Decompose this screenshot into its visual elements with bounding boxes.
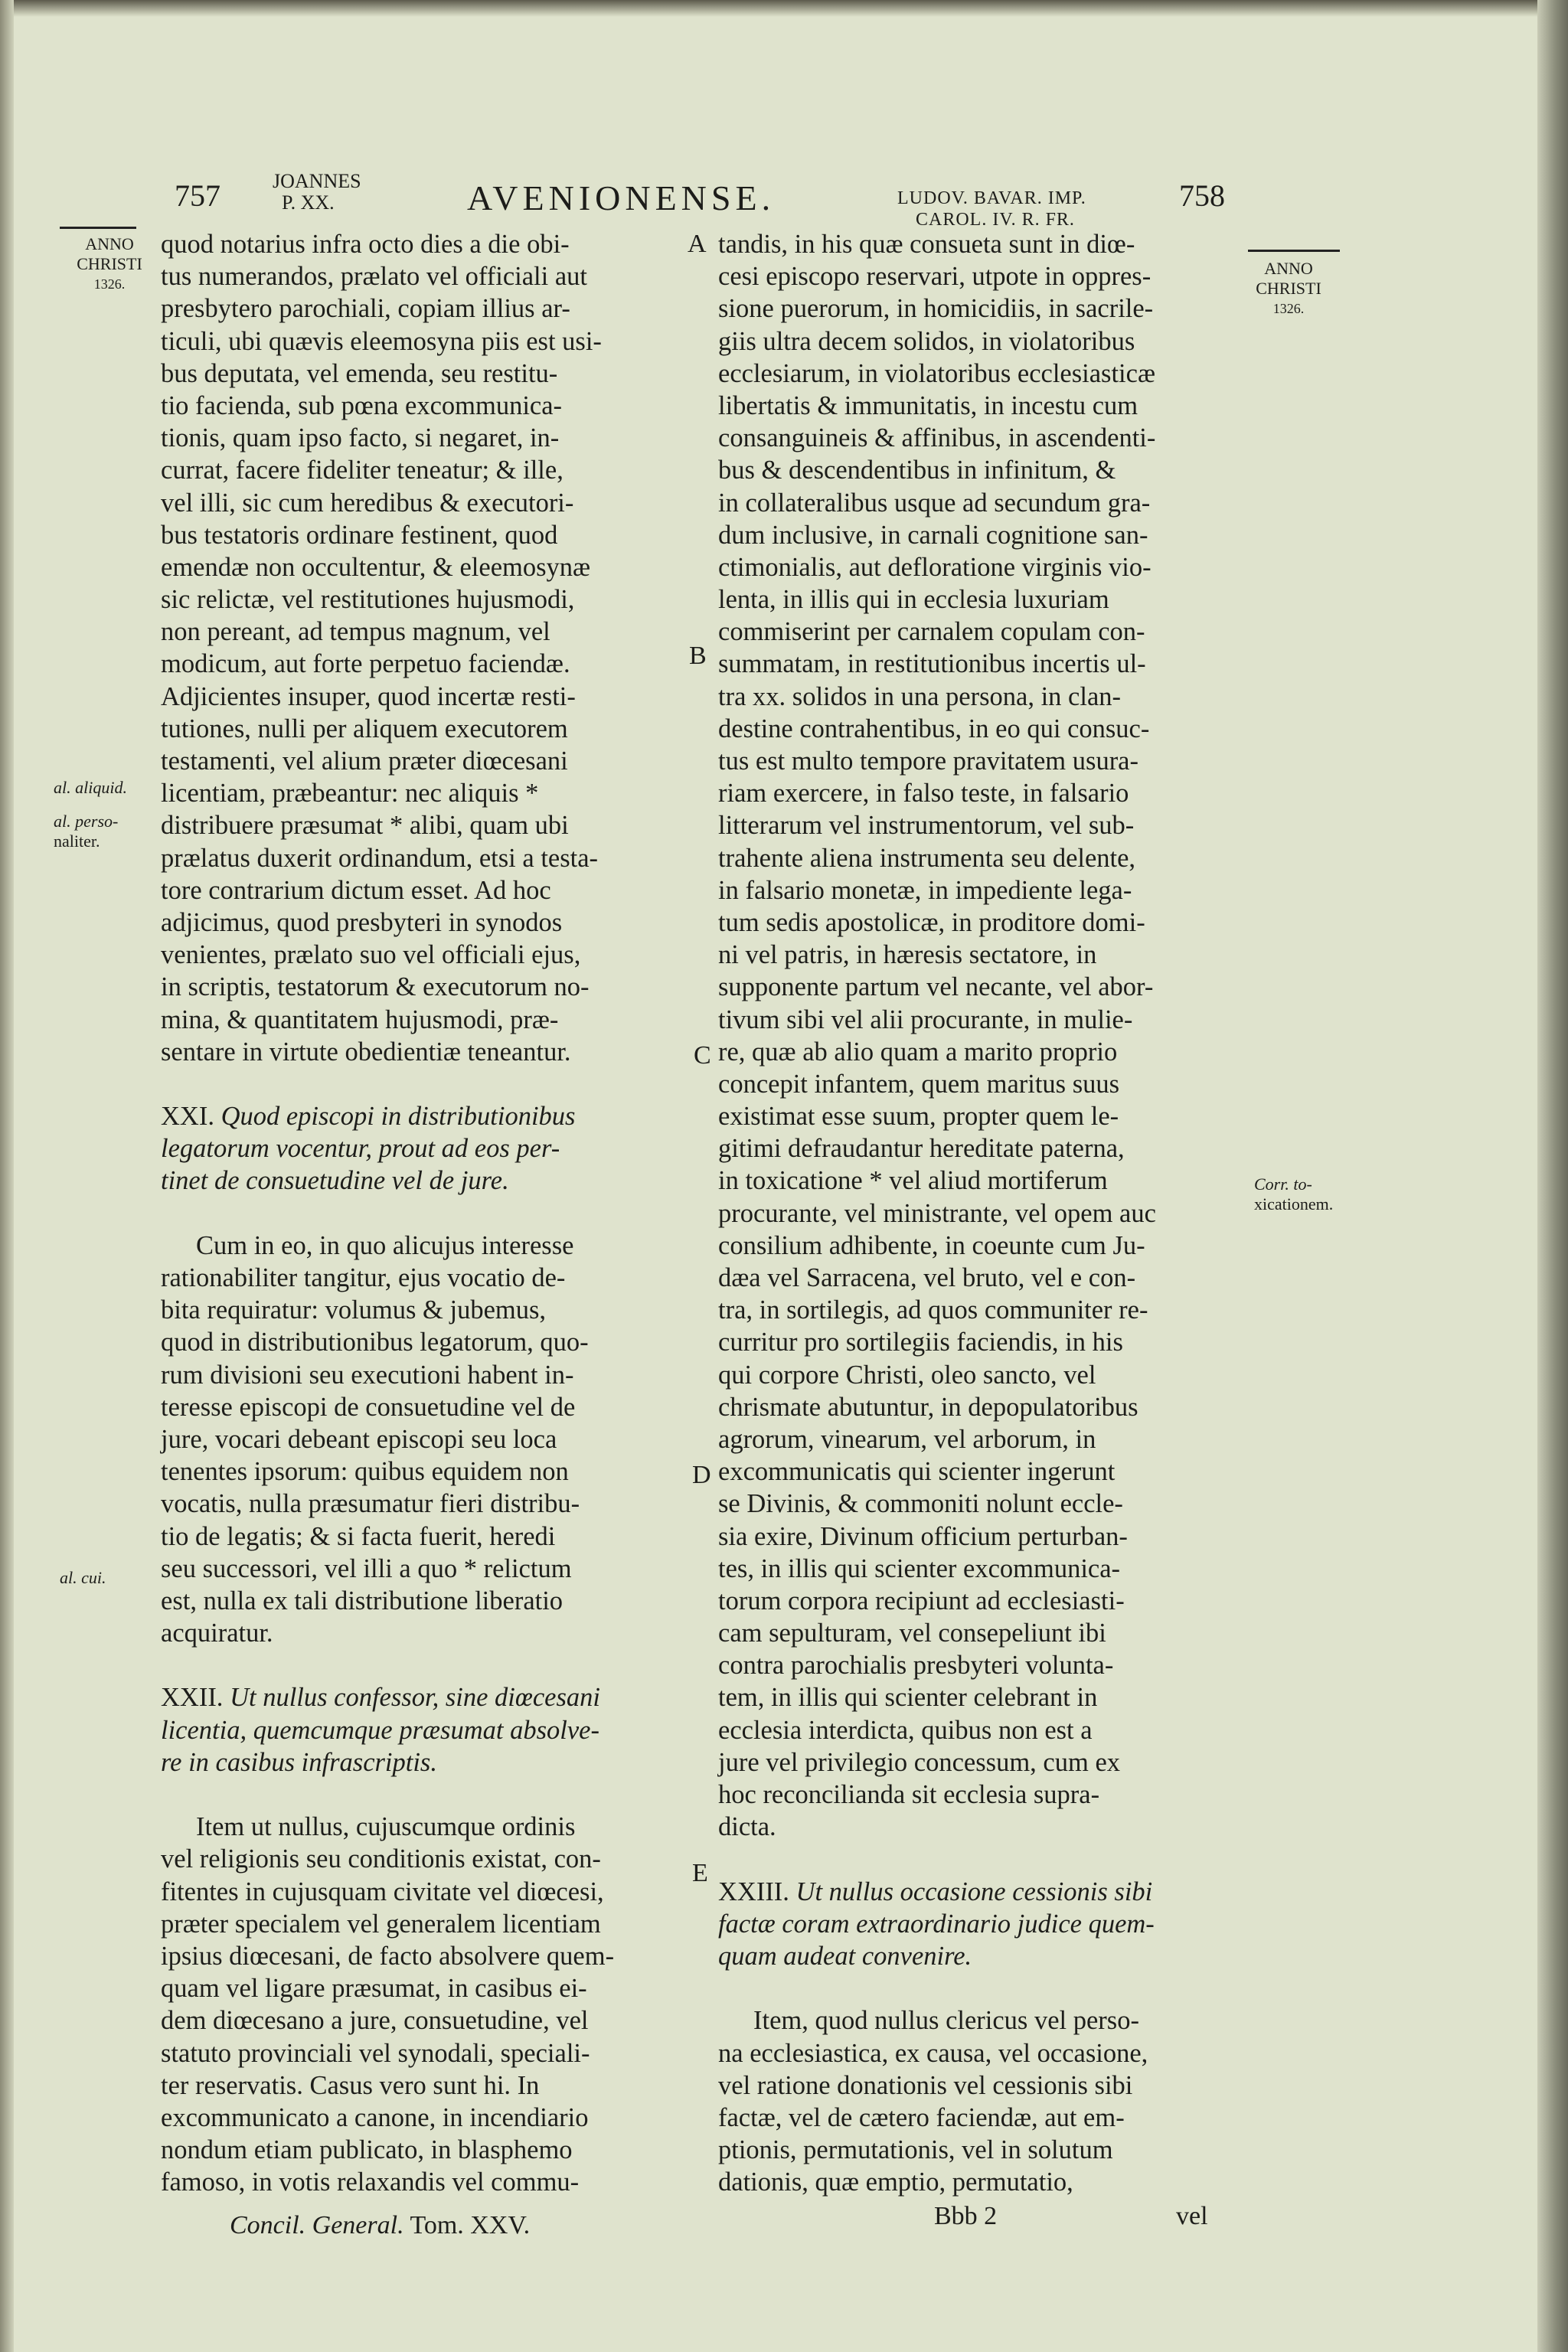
text-line: adjicimus, quod presbyteri in synodos bbox=[161, 907, 563, 937]
text-line: tandis, in his quæ consueta sunt in diœ- bbox=[718, 230, 1135, 259]
header-king: CAROL. IV. R. FR. bbox=[916, 210, 1075, 230]
text-line: testamenti, vel alium præter diœcesani bbox=[161, 746, 568, 776]
text-line: quod notarius infra octo dies a die obi- bbox=[161, 230, 570, 259]
text-line: re in casibus infrascriptis. bbox=[161, 1747, 437, 1777]
text-line: tinet de consuetudine vel de jure. bbox=[161, 1166, 509, 1196]
page-top-edge bbox=[0, 0, 1568, 17]
text-line: se Divinis, & commoniti nolunt eccle- bbox=[718, 1489, 1123, 1519]
text-line: dem diœcesano a jure, consuetudine, vel bbox=[161, 2006, 589, 2036]
text-line: tivum sibi vel alii procurante, in mulie- bbox=[718, 1004, 1133, 1034]
text-line: contra parochialis presbyteri volunta- bbox=[718, 1651, 1114, 1681]
text-line: riam exercere, in falso teste, in falsario bbox=[718, 779, 1129, 808]
text-line: tra, in sortilegis, ad quos communiter re- bbox=[718, 1295, 1148, 1325]
section-letter-d: D bbox=[692, 1461, 711, 1489]
text-line: procurante, vel ministrante, vel opem auc bbox=[718, 1198, 1156, 1228]
header-pope-number: P. XX. bbox=[282, 191, 335, 214]
text-line: quam audeat convenire. bbox=[718, 1941, 972, 1971]
text-line: tem, in illis qui scienter celebrant in bbox=[718, 1683, 1098, 1713]
text-line: tus numerandos, prælato vel officiali aut bbox=[161, 262, 587, 292]
section-letter-b: B bbox=[689, 642, 707, 670]
text-line: vel ratione donationis vel cessionis sibi bbox=[718, 2070, 1133, 2100]
text-line: consanguineis & affinibus, in ascendenti- bbox=[718, 423, 1156, 453]
text-line: tio de legatis; & si facta fuerit, heredi bbox=[161, 1521, 556, 1551]
text-line: mina, & quantitatem hujusmodi, præ- bbox=[161, 1004, 559, 1034]
text-line bbox=[161, 1068, 697, 1100]
text-line: ter reservatis. Casus vero sunt hi. In bbox=[161, 2070, 540, 2100]
footer-catchword: vel bbox=[1176, 2202, 1208, 2230]
text-line: vocatis, nulla præsumatur fieri distribu- bbox=[161, 1489, 580, 1519]
margin-note-toxicationem: Corr. to- xicationem. bbox=[1254, 1174, 1334, 1214]
left-gutter bbox=[0, 0, 14, 2352]
footer-council: Concil. General. bbox=[230, 2211, 404, 2239]
text-line: acquiratur. bbox=[161, 1619, 273, 1648]
text-line: Item ut nullus, cujuscumque ordinis bbox=[196, 1812, 576, 1842]
text-line: vel religionis seu conditionis existat, con- bbox=[161, 1844, 601, 1874]
margin-anno-left bbox=[67, 234, 152, 294]
text-line: ecclesia interdicta, quibus non est a bbox=[718, 1715, 1093, 1745]
text-line: tra xx. solidos in una persona, in clan- bbox=[718, 681, 1122, 711]
text-column-right bbox=[718, 228, 1254, 2198]
text-line: trahente aliena instrumenta seu delente, bbox=[718, 843, 1136, 873]
text-line: in toxicatione * vel aliud mortiferum bbox=[718, 1166, 1108, 1196]
text-line: bita requiratur: volumus & jubemus, bbox=[161, 1295, 547, 1325]
header-rule-left bbox=[60, 227, 136, 229]
text-line: ctimonialis, aut defloratione virginis vio- bbox=[718, 552, 1152, 582]
text-line: tutiones, nulli per aliquem executorem bbox=[161, 714, 568, 743]
text-line: ni vel patris, in hæresis sectatore, in bbox=[718, 940, 1097, 970]
text-line: excommunicatis qui scienter ingerunt bbox=[718, 1457, 1116, 1487]
text-line: excommunicato a canone, in incendiario bbox=[161, 2102, 589, 2132]
text-line: quam vel ligare præsumat, in casibus ei- bbox=[161, 1974, 587, 2004]
text-line bbox=[161, 1779, 697, 1811]
text-line: currat, facere fideliter teneatur; & ille, bbox=[161, 456, 564, 485]
text-line: famoso, in votis relaxandis vel commu- bbox=[161, 2167, 580, 2197]
text-line: in scriptis, testatorum & executorum no- bbox=[161, 972, 590, 1002]
text-line: Adjicientes insuper, quod incertæ resti- bbox=[161, 681, 576, 711]
text-line: dum inclusive, in carnali cognitione san- bbox=[718, 520, 1148, 550]
anno-year: 1326. bbox=[1272, 301, 1305, 316]
text-line: distribuere præsumat * alibi, quam ubi bbox=[161, 811, 569, 841]
christi-label: CHRISTI bbox=[1256, 279, 1321, 298]
header-rule-right bbox=[1248, 250, 1340, 252]
text-line: giis ultra decem solidos, in violatoribus bbox=[718, 326, 1135, 356]
text-line: XXIII. Ut nullus occasione cessionis sibi bbox=[718, 1877, 1153, 1906]
text-line: tum sedis apostolicæ, in proditore domi- bbox=[718, 907, 1145, 937]
text-line: non pereant, ad tempus magnum, vel bbox=[161, 617, 550, 647]
text-line: tionis, quam ipso facto, si negaret, in- bbox=[161, 423, 560, 453]
text-line: summatam, in restitutionibus incertis ul- bbox=[718, 649, 1146, 679]
text-line: qui corpore Christi, oleo sancto, vel bbox=[718, 1360, 1096, 1390]
text-line: in falsario monetæ, in impediente lega- bbox=[718, 875, 1132, 905]
text-line bbox=[161, 1197, 697, 1230]
text-line: ptionis, permutationis, vel in solutum bbox=[718, 2135, 1113, 2165]
text-line: factæ coram extraordinario judice quem- bbox=[718, 1909, 1155, 1939]
text-line: dæa vel Sarracena, vel bruto, vel e con- bbox=[718, 1263, 1136, 1292]
section-letter-e: E bbox=[692, 1859, 708, 1887]
text-line: ticuli, ubi quævis eleemosyna piis est usi- bbox=[161, 326, 602, 356]
anno-label: ANNO bbox=[85, 234, 134, 253]
text-line: sione puerorum, in homicidiis, in sacrile- bbox=[718, 294, 1154, 324]
header-title: AVENIONENSE. bbox=[467, 178, 776, 217]
text-line: lenta, in illis qui in ecclesia luxuriam bbox=[718, 585, 1109, 615]
text-line: legatorum vocentur, prout ad eos per- bbox=[161, 1134, 560, 1164]
text-line: hoc reconcilianda sit ecclesia supra- bbox=[718, 1780, 1100, 1809]
text-line: dationis, quæ emptio, permutatio, bbox=[718, 2167, 1073, 2197]
text-line: modicum, aut forte perpetuo faciendæ. bbox=[161, 649, 570, 679]
text-line: rum divisioni seu executioni habent in- bbox=[161, 1360, 574, 1390]
text-line: sentare in virtute obedientiæ teneantur. bbox=[161, 1037, 571, 1067]
text-line: emendæ non occultentur, & eleemosynæ bbox=[161, 552, 591, 582]
margin-anno-right bbox=[1246, 259, 1331, 318]
text-line: licentiam, præbeantur: nec aliquis * bbox=[161, 779, 539, 808]
text-line: na ecclesiastica, ex causa, vel occasione, bbox=[718, 2038, 1148, 2068]
text-line: bus testatoris ordinare festinent, quod bbox=[161, 520, 558, 550]
text-line: curritur pro sortilegiis faciendis, in his bbox=[718, 1328, 1123, 1357]
text-line: factæ, vel de cætero faciendæ, aut em- bbox=[718, 2102, 1125, 2132]
text-line: libertatis & immunitatis, in incestu cum bbox=[718, 390, 1138, 420]
text-line: dicta. bbox=[718, 1812, 776, 1842]
text-line: præter specialem vel generalem licentiam bbox=[161, 1909, 601, 1939]
text-line: tio facienda, sub pœna excommunica- bbox=[161, 390, 563, 420]
text-line: supponente partum vel necante, vel abor- bbox=[718, 972, 1154, 1002]
margin-note-cui: al. cui. bbox=[60, 1568, 106, 1587]
text-column-left bbox=[161, 228, 697, 2198]
text-line: consilium adhibente, in coeunte cum Ju- bbox=[718, 1230, 1145, 1260]
header-pope-name: JOANNES bbox=[273, 170, 361, 192]
text-line: ipsius diœcesani, de facto absolvere quem- bbox=[161, 1941, 615, 1971]
anno-label: ANNO bbox=[1264, 259, 1313, 278]
text-line: rationabiliter tangitur, ejus vocatio de- bbox=[161, 1263, 566, 1292]
anno-year: 1326. bbox=[93, 276, 126, 292]
text-line: XXII. Ut nullus confessor, sine diœcesani bbox=[161, 1683, 601, 1713]
text-line: gitimi defraudantur hereditate paterna, bbox=[718, 1134, 1125, 1164]
text-line: jure vel privilegio concessum, cum ex bbox=[718, 1747, 1121, 1777]
text-line: in collateralibus usque ad secundum gra- bbox=[718, 488, 1151, 518]
margin-note-personaliter: al. perso- naliter. bbox=[54, 812, 119, 851]
text-line: vel illi, sic cum heredibus & executori- bbox=[161, 488, 574, 518]
text-line: chrismate abutuntur, in depopulatoribus bbox=[718, 1392, 1138, 1422]
section-letter-a: A bbox=[688, 230, 707, 258]
text-line: existimat esse suum, propter quem le- bbox=[718, 1102, 1119, 1132]
text-line: destine contrahentibus, in eo qui consuc- bbox=[718, 714, 1150, 743]
text-line bbox=[161, 1649, 697, 1681]
text-line: teresse episcopi de consuetudine vel de bbox=[161, 1392, 576, 1422]
text-line: ecclesiarum, in violatoribus ecclesiasticæ bbox=[718, 358, 1155, 388]
section-letter-c: C bbox=[694, 1041, 711, 1070]
text-line: tore contrarium dictum esset. Ad hoc bbox=[161, 875, 551, 905]
footer-signature: Bbb 2 bbox=[934, 2202, 998, 2230]
text-line: est, nulla ex tali distributione liberatio bbox=[161, 1586, 564, 1615]
text-line: bus & descendentibus in infinitum, & bbox=[718, 456, 1116, 485]
text-line: prælatus duxerit ordinandum, etsi a testa- bbox=[161, 843, 599, 873]
page-number-right: 758 bbox=[1179, 178, 1225, 213]
text-line: commiserint per carnalem copulam con- bbox=[718, 617, 1145, 647]
text-line bbox=[718, 1972, 1254, 2004]
text-line: cesi episcopo reservari, utpote in oppres- bbox=[718, 262, 1152, 292]
text-line: XXI. Quod episcopi in distributionibus bbox=[161, 1102, 576, 1132]
header-emperor: LUDOV. BAVAR. IMP. bbox=[897, 188, 1086, 208]
text-line: agrorum, vinearum, vel arborum, in bbox=[718, 1424, 1096, 1454]
text-line: cam sepulturam, vel consepeliunt ibi bbox=[718, 1619, 1106, 1648]
text-line: sic relictæ, vel restitutiones hujusmodi, bbox=[161, 585, 575, 615]
text-line: bus deputata, vel emenda, seu restitu- bbox=[161, 358, 558, 388]
text-line: re, quæ ab alio quam a marito proprio bbox=[718, 1037, 1118, 1067]
text-line: nondum etiam publicato, in blasphemo bbox=[161, 2135, 573, 2165]
text-line: litterarum vel instrumentorum, vel sub- bbox=[718, 811, 1135, 841]
text-line: venientes, prælato suo vel officiali ejus, bbox=[161, 940, 581, 970]
text-line: quod in distributionibus legatorum, quo- bbox=[161, 1328, 589, 1357]
text-line bbox=[718, 1843, 1254, 1875]
text-line: fitentes in cujusquam civitate vel diœcesi, bbox=[161, 1877, 604, 1906]
text-line: jure, vocari debeant episcopi seu loca bbox=[161, 1424, 557, 1454]
text-line: seu successori, vel illi a quo * relictum bbox=[161, 1553, 572, 1583]
page-number-left: 757 bbox=[175, 178, 220, 213]
text-line: concepit infantem, quem maritus suus bbox=[718, 1069, 1120, 1099]
text-line: licentia, quemcumque præsumat absolve- bbox=[161, 1715, 599, 1745]
text-line: Cum in eo, in quo alicujus interesse bbox=[196, 1230, 574, 1260]
text-line: tenentes ipsorum: quibus equidem non bbox=[161, 1457, 569, 1487]
text-line: tus est multo tempore pravitatem usura- bbox=[718, 746, 1138, 776]
christi-label: CHRISTI bbox=[77, 254, 142, 273]
text-line: torum corpora recipiunt ad ecclesiasti- bbox=[718, 1586, 1125, 1615]
footer-tome: Tom. XXV. bbox=[410, 2211, 531, 2239]
footer-volume bbox=[230, 2211, 530, 2240]
text-line: sia exire, Divinum officium perturban- bbox=[718, 1521, 1128, 1551]
text-line: tes, in illis qui scienter excommunica- bbox=[718, 1553, 1121, 1583]
right-page-edge bbox=[1537, 0, 1568, 2352]
margin-note-aliquid: al. aliquid. bbox=[54, 778, 127, 797]
text-line: statuto provinciali vel synodali, speciali- bbox=[161, 2038, 590, 2068]
text-line: presbytero parochiali, copiam illius ar- bbox=[161, 294, 570, 324]
text-line: Item, quod nullus clericus vel perso- bbox=[753, 2006, 1139, 2036]
